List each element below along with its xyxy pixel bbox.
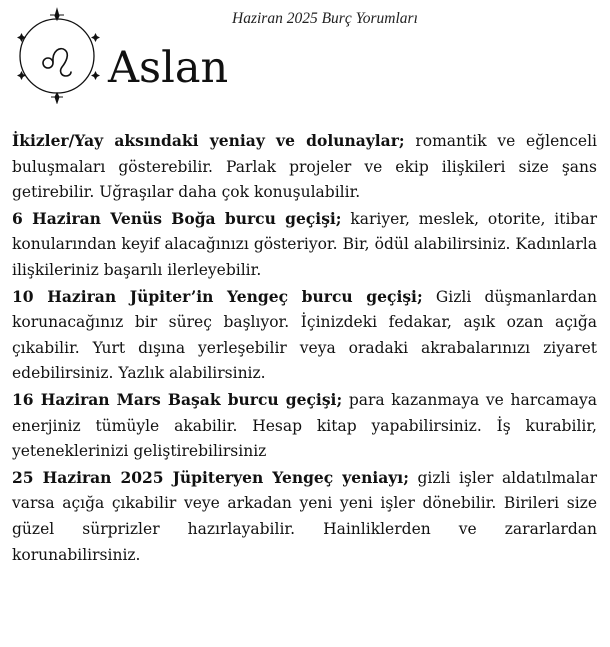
paragraph-body: kariyer, meslek, otorite, itibar konularından keyif alacağınızı gösteriyor. Bir, ödül alabilirsiniz. Kadınlarla ilişkileriniz başarılı ilerleyebilir. (12, 209, 597, 279)
page-title: Aslan (108, 43, 229, 93)
page-header (0, 0, 610, 112)
horoscope-text (12, 128, 597, 568)
paragraph-heading: 25 Haziran 2025 Jüpiteryen Yengeç yeniayı; (12, 467, 409, 487)
page-subtitle: Haziran 2025 Burç Yorumları (232, 10, 418, 27)
paragraph-body: Gizli düşmanlardan korunacağınız bir süreç başlıyor. İçinizdeki fedakar, aşık ozan açığa çıkabilir. Yurt dışına yerleşebilir veya oradaki akrabalarınızı ziyaret edebilirsiniz. Yazlık alabilirsiniz. (12, 287, 597, 383)
paragraph (12, 128, 597, 206)
paragraph (12, 284, 597, 387)
paragraph-heading: 10 Haziran Jüpiter’in Yengeç burcu geçişi; (12, 286, 423, 306)
paragraph (12, 465, 597, 568)
paragraph (12, 206, 597, 284)
paragraph-heading: İkizler/Yay aksındaki yeniay ve dolunaylar; (12, 131, 405, 150)
paragraph-body: gizli işler aldatılmalar varsa açığa çıkabilir veye arkadan yeni yeni işler dönebilir. Birileri size güzel sürprizler hazırlayabilir. Hainliklerden ve zararlardan korunabilirsiniz. (12, 468, 597, 564)
leo-zodiac-icon (8, 6, 106, 104)
paragraph-heading: 16 Haziran Mars Başak burcu geçişi; (12, 389, 343, 409)
paragraph-heading: 6 Haziran Venüs Boğa burcu geçişi; (12, 208, 342, 228)
paragraph-body: para kazanmaya ve harcamaya enerjiniz tümüyle akabilir. Hesap kitap yapabilirsiniz. İş kurabilir, yeteneklerinizi geliştirebilirsiniz (12, 390, 598, 461)
paragraph (12, 387, 597, 465)
paragraph-body: romantik ve eğlenceli buluşmaları gösterebilir. Parlak projeler ve ekip ilişkileri size şans getirebilir. Uğraşılar daha çok konuşulabilir. (12, 132, 598, 202)
